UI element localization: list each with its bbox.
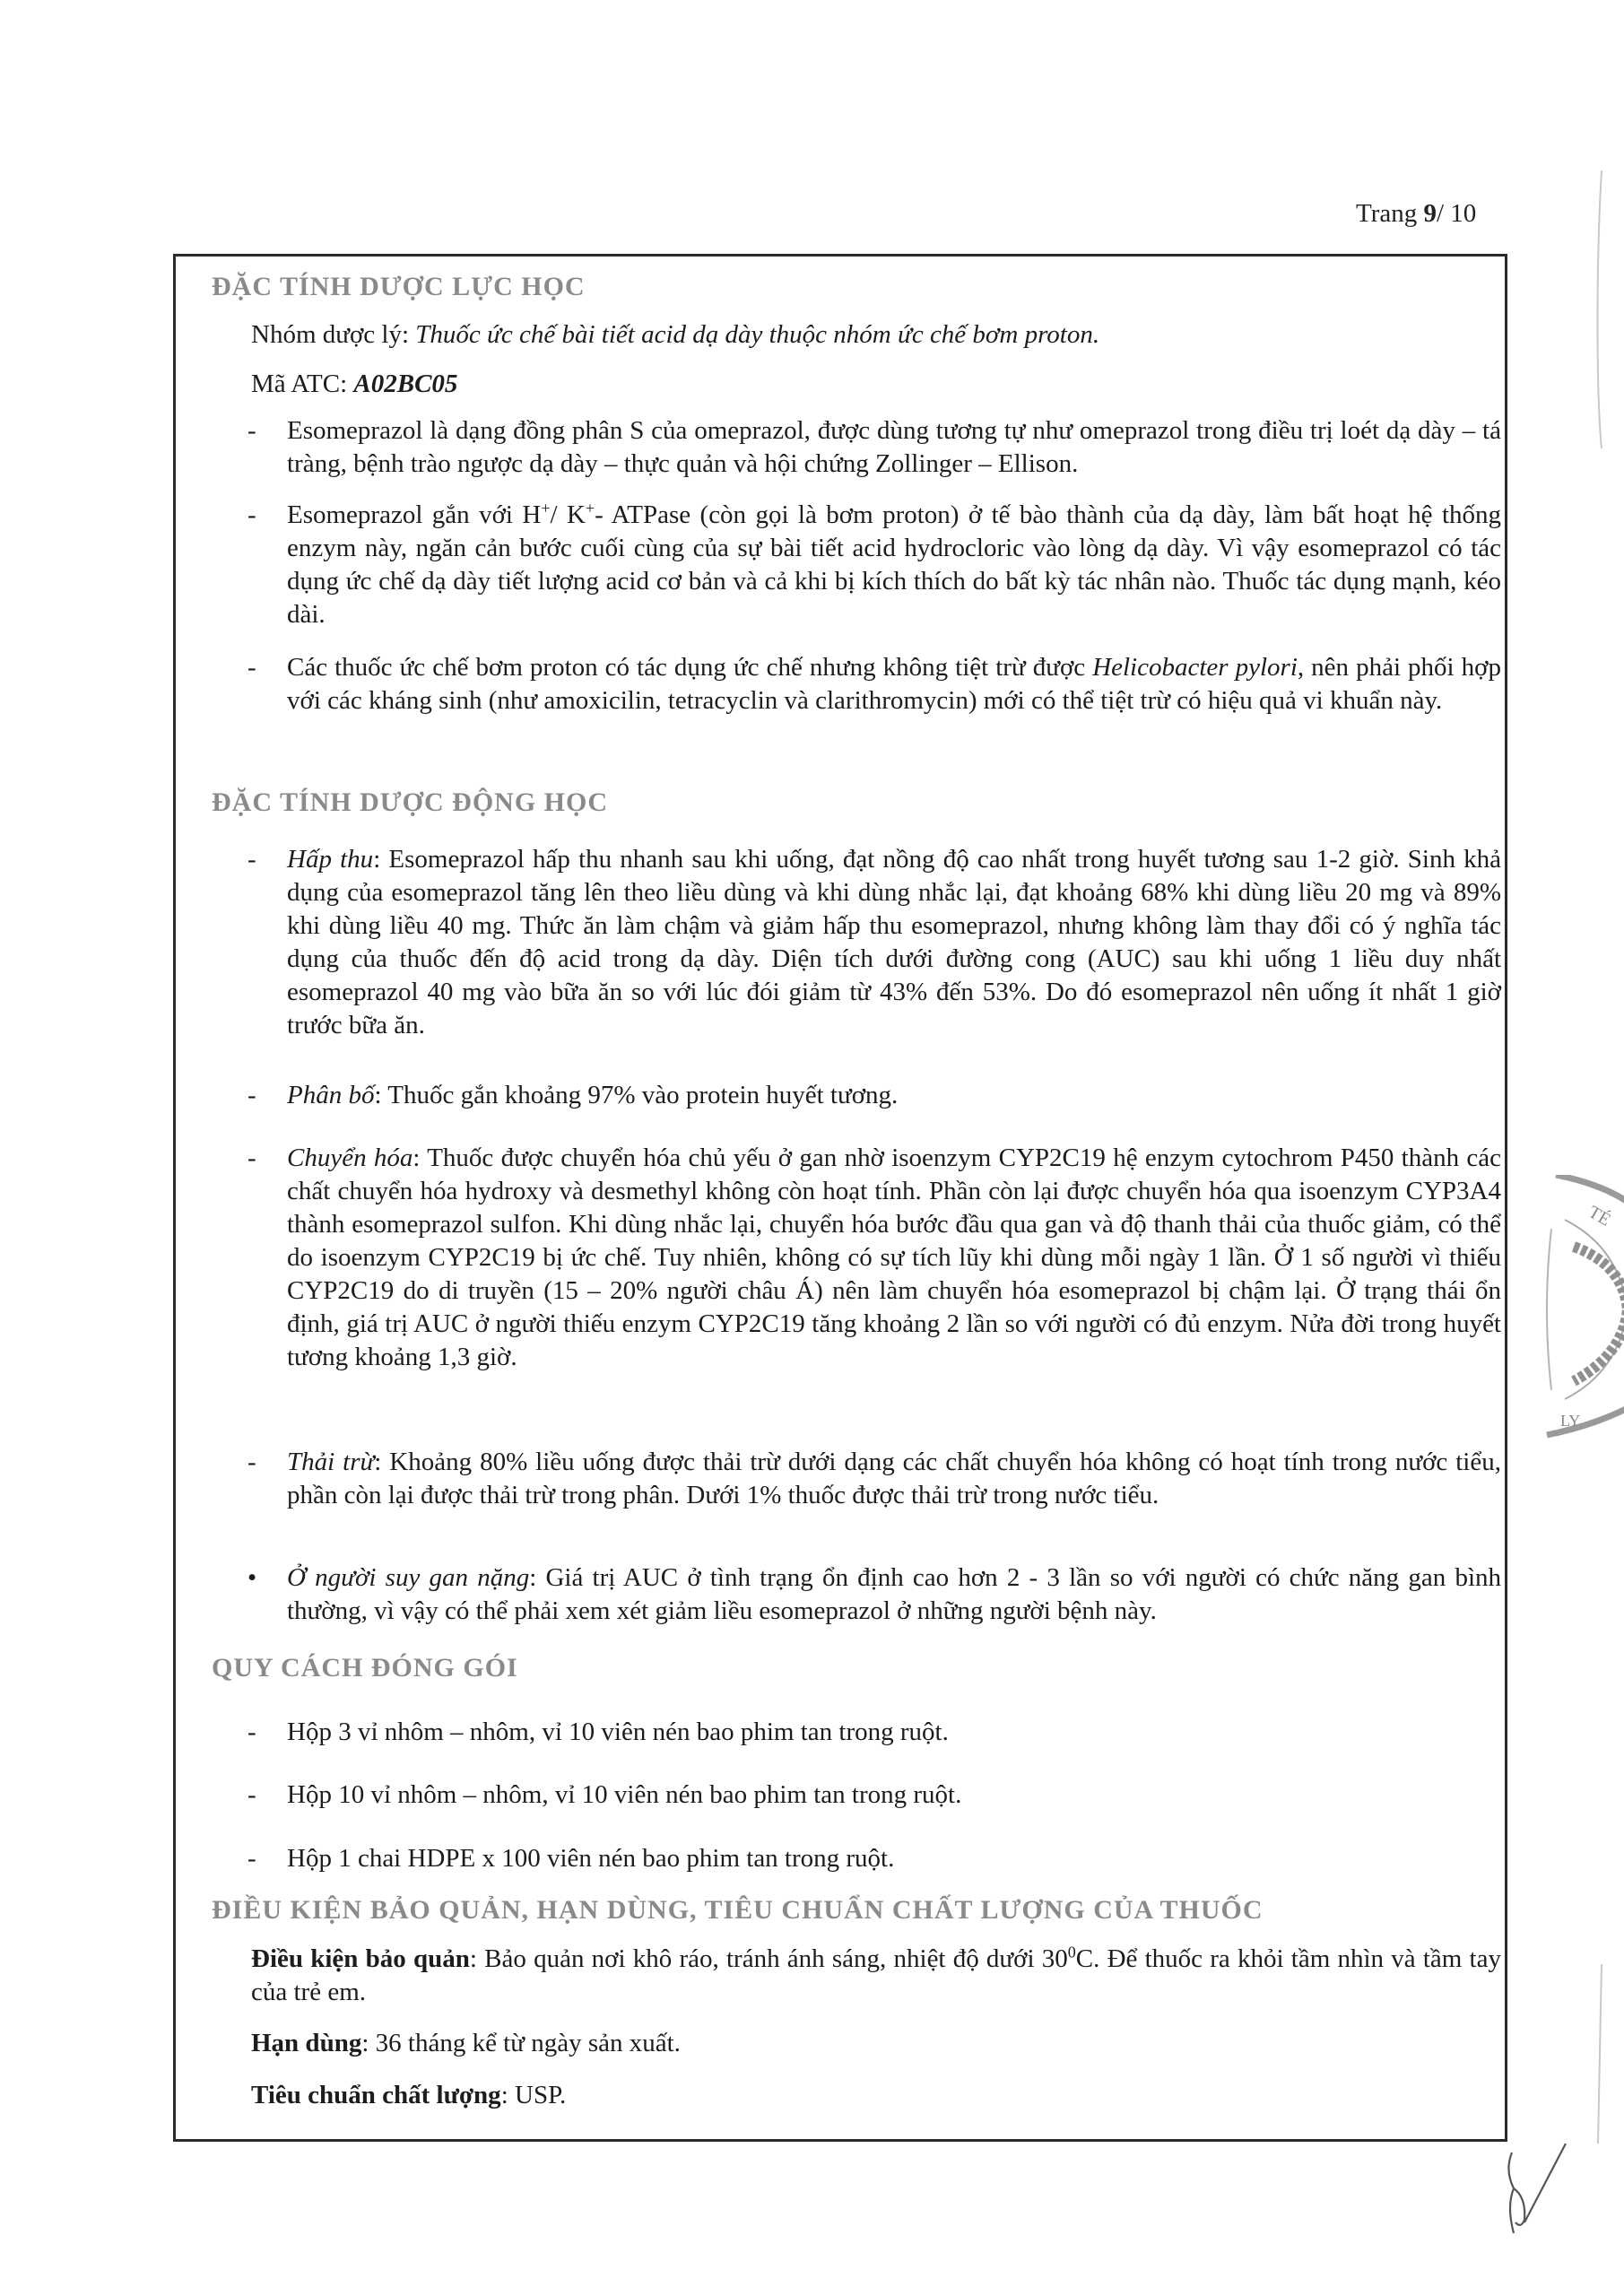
item-label: Phân bố (287, 1081, 375, 1109)
dash-bullet-icon: - (248, 1144, 256, 1172)
page-prefix: Trang (1356, 199, 1424, 228)
list-item-text (287, 1079, 1501, 1112)
list-item-text (287, 651, 1501, 718)
item-body: : Thuốc gắn khoảng 97% vào protein huyết tương. (374, 1081, 899, 1109)
dash-bullet-icon: - (248, 500, 256, 529)
heading-pharmacokinetics: ĐẶC TÍNH DƯỢC ĐỘNG HỌC (212, 787, 609, 817)
text-part: : Bảo quản nơi khô ráo, tránh ánh sáng, nhiệt độ dưới 30 (469, 1944, 1068, 1973)
list-item-absorption (248, 843, 1501, 1042)
text-part: / K (550, 500, 586, 529)
list-item (248, 414, 1501, 481)
list-item-elimination (248, 1446, 1501, 1512)
list-item (248, 1716, 1501, 1749)
list-item-text: Hộp 10 vỉ nhôm – nhôm, vỉ 10 viên nén bao phim tan trong ruột. (287, 1780, 962, 1809)
dash-bullet-icon: - (248, 845, 256, 874)
item-body: : Esomeprazol hấp thu nhanh sau khi uống, đạt nồng độ cao nhất trong huyết tương sau 1-2 giờ. Sinh khả dụng của esomeprazol tăng lên theo liều dùng và khi dùng nhắc lại, đạt khoảng 68% khi dùng liều 20 mg và 89% khi dùng liều 40 mg. Thức ăn làm chậm và giảm hấp thu esomeprazol, nhưng không làm thay đổi có ý nghĩa tác dụng của thuốc đến độ acid trong dạ dày. Diện tích dưới đường cong (AUC) sau khi uống 1 liều duy nhất esomeprazol 40 mg vào bữa ăn so với lúc đói giảm từ 43% đến 53%. Do đó esomeprazol nên uống ít nhất 1 giờ trước bữa ăn. (287, 845, 1501, 1039)
text-part: C. Để thuốc ra khỏi tầm nhìn và tầm tay của trẻ em. (251, 1944, 1501, 2006)
text-part: Các thuốc ức chế bơm proton có tác dụng ức chế nhưng không tiệt trừ được (287, 653, 1093, 682)
official-stamp-icon (1538, 1175, 1624, 1444)
shelf-life-line (251, 2027, 681, 2060)
text-part: Esomeprazol gắn với H (287, 500, 542, 529)
dash-bullet-icon: - (248, 416, 256, 445)
list-item-text (287, 1561, 1501, 1628)
dash-bullet-icon: - (248, 1780, 256, 1809)
degree-superscript: 0 (1067, 1943, 1076, 1961)
storage-label: Điều kiện bảo quản (251, 1944, 470, 1973)
list-item-text: Hộp 3 vỉ nhôm – nhôm, vỉ 10 viên nén bao phim tan trong ruột. (287, 1718, 949, 1746)
list-item (248, 1842, 1501, 1875)
item-body: : Khoảng 80% liều uống được thải trừ dưới dạng các chất chuyển hóa không có hoạt tính trong nước tiểu, phần còn lại được thải trừ trong phân. Dưới 1% thuốc được thải trừ trong nước tiểu. (287, 1448, 1501, 1509)
drug-group-value: Thuốc ức chế bài tiết acid dạ dày thuộc nhóm ức chế bơm proton. (415, 320, 1100, 349)
list-item-hepatic-impairment (248, 1561, 1501, 1628)
text-part: - ATPase (còn gọi là bơm proton) ở tế bào thành của dạ dày, làm bất hoạt hệ thống enzym này, ngăn cản bước cuối cùng của sự bài tiết acid hydrocloric vào lòng dạ dày. Vì vậy esomeprazol có tác dụng ức chế dạ dày tiết lượng acid cơ bản và cả khi bị kích thích do bất kỳ tác nhân nào. Thuốc tác dụng mạnh, kéo dài. (287, 500, 1502, 629)
heading-pharmacodynamics: ĐẶC TÍNH DƯỢC LỰC HỌC (212, 272, 586, 301)
superscript: + (585, 499, 595, 517)
list-item-metabolism (248, 1142, 1501, 1374)
item-body: : Thuốc được chuyển hóa chủ yếu ở gan nhờ isoenzym CYP2C19 hệ enzym cytochrom P450 thành các chất chuyển hóa hydroxy và desmethyl không còn hoạt tính. Phần còn lại được chuyển hóa qua isoenzym CYP3A4 thành esomeprazol sulfon. Khi dùng nhắc lại, chuyển hóa bước đầu qua gan và độ thanh thải của thuốc giảm, có thể do isoenzym CYP2C19 bị ức chế. Tuy nhiên, không có sự tích lũy khi dùng mỗi ngày 1 lần. Ở 1 số người vì thiếu CYP2C19 do di truyền (15 – 20% người châu Á) nên làm chuyển hóa esomeprazol bị chậm lại. Ở trạng thái ổn định, giá trị AUC ở người thiếu enzym CYP2C19 tăng khoảng 2 lần so với người có đủ enzym. Nửa đời trong huyết tương khoảng 1,3 giờ. (287, 1144, 1501, 1371)
round-bullet-icon: • (248, 1563, 257, 1592)
item-label: Thải trừ (287, 1448, 375, 1476)
dash-bullet-icon: - (248, 1844, 256, 1873)
heading-storage: ĐIỀU KIỆN BẢO QUẢN, HẠN DÙNG, TIÊU CHUẨN CHẤT LƯỢNG CỦA THUỐC (212, 1895, 1264, 1925)
dash-bullet-icon: - (248, 1081, 256, 1109)
drug-group-label: Nhóm dược lý: (251, 320, 416, 349)
text-part: , nên phải phối hợp với các kháng sinh (như amoxicilin, tetracyclin và clarithromycin) mới có thể tiệt trừ có hiệu quả vi khuẩn này. (287, 653, 1501, 715)
list-item-text (287, 1142, 1501, 1374)
quality-standard-line (251, 2079, 566, 2112)
item-label: Chuyển hóa (287, 1144, 413, 1172)
list-item (248, 651, 1501, 718)
atc-code-line (251, 368, 457, 401)
atc-value: A02BC05 (353, 370, 458, 398)
item-label: Ở người suy gan nặng (287, 1563, 530, 1592)
page-current: 9 (1423, 199, 1437, 228)
list-item-text (287, 843, 1501, 1042)
list-item-text (287, 499, 1501, 631)
superscript: + (541, 499, 551, 517)
list-item-text (287, 1446, 1501, 1512)
list-item (248, 499, 1501, 631)
svg-text:LY: LY (1560, 1412, 1581, 1430)
page-separator: / (1436, 199, 1451, 228)
item-label: Hấp thu (287, 845, 374, 874)
storage-text (251, 1943, 1501, 2009)
svg-text:TÉ: TÉ (1585, 1202, 1614, 1231)
dash-bullet-icon: - (248, 653, 256, 682)
quality-standard-label: Tiêu chuẩn chất lượng (251, 2081, 501, 2109)
quality-standard-value: : USP. (500, 2081, 567, 2109)
page-total: 10 (1450, 199, 1477, 228)
storage-conditions (212, 1943, 1501, 2009)
page-number (1356, 199, 1476, 229)
item-body: : Giá trị AUC ở tình trạng ổn định cao hơn 2 - 3 lần so với người có chức năng gan bình thường, vì vậy có thể phải xem xét giảm liều esomeprazol ở những người bệnh này. (287, 1563, 1501, 1625)
list-item-text: Hộp 1 chai HDPE x 100 viên nén bao phim tan trong ruột. (287, 1844, 895, 1873)
species-name: Helicobacter pylori (1092, 653, 1298, 682)
heading-packaging: QUY CÁCH ĐÓNG GÓI (212, 1653, 518, 1683)
list-item-distribution (248, 1079, 1501, 1112)
list-item-text: Esomeprazol là dạng đồng phân S của omeprazol, được dùng tương tự như omeprazol trong điều trị loét dạ dày – tá tràng, bệnh trào ngược dạ dày – thực quản và hội chứng Zollinger – Ellison. (287, 416, 1501, 478)
dash-bullet-icon: - (248, 1448, 256, 1476)
dash-bullet-icon: - (248, 1718, 256, 1746)
shelf-life-label: Hạn dùng (251, 2029, 362, 2057)
shelf-life-value: : 36 tháng kể từ ngày sản xuất. (361, 2029, 681, 2057)
list-item (248, 1779, 1501, 1812)
drug-group-line (251, 318, 1099, 352)
signature-icon (1498, 2144, 1587, 2251)
atc-label: Mã ATC: (251, 370, 354, 398)
